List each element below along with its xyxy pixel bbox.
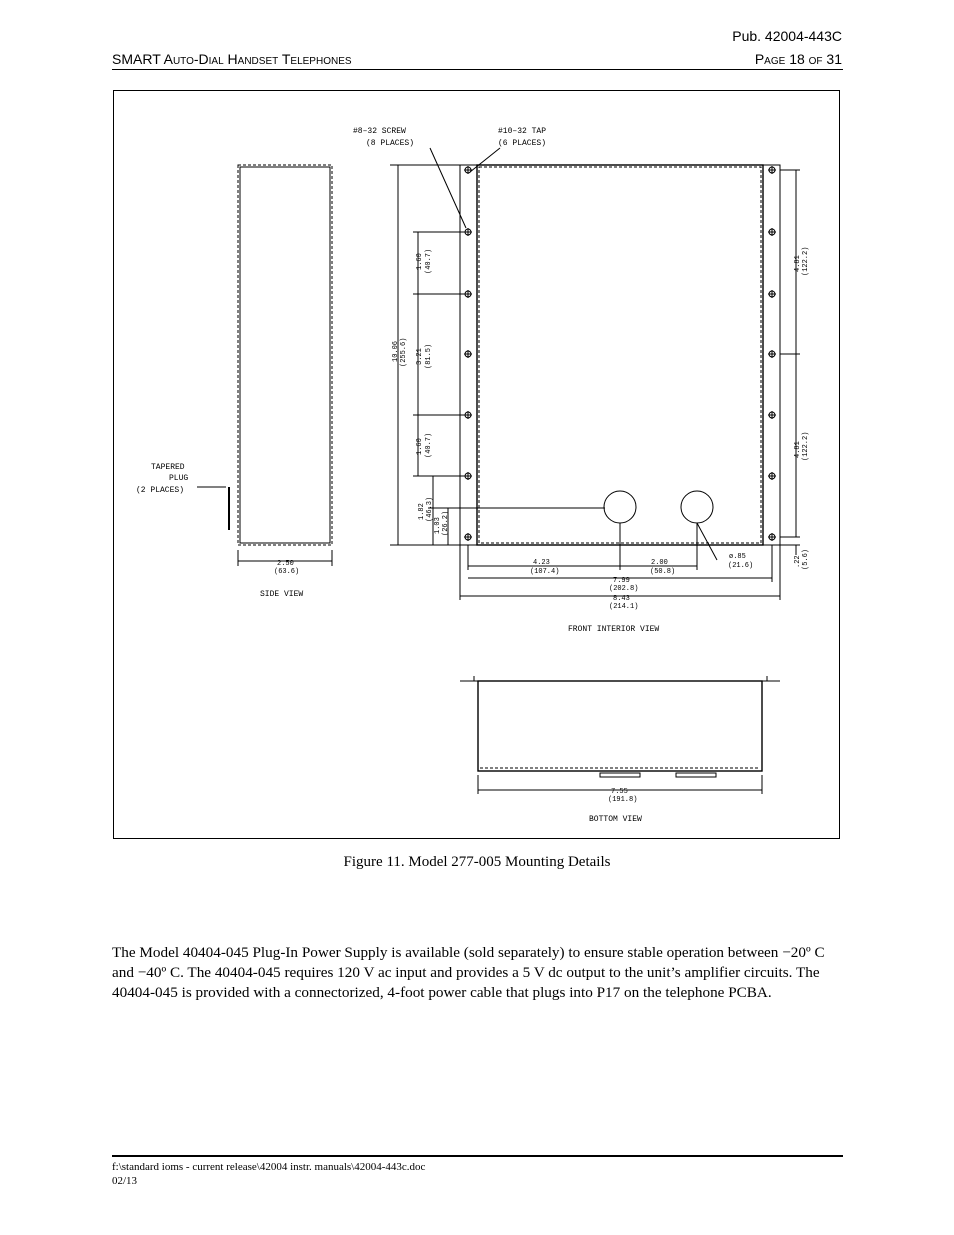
dim-799: 7.99 (613, 577, 630, 585)
bottom-view-label: BOTTOM VIEW (589, 815, 642, 824)
dim-755: 7.55 (611, 788, 628, 796)
dim-423-mm: (107.4) (530, 568, 560, 576)
document-title: SMART Auto-Dial Handset Telephones (112, 51, 352, 67)
dim-103: 1.03 (434, 517, 442, 534)
power-supply-paragraph: The Model 40404-045 Plug-In Power Supply is available (sold separately) to ensure stable operation between −20º C and −40º C. The 40404-045 requires 120 V ac input and provides a 5 V dc output to the unit’s amplifier circuits. The 40404-045 is provided with a connectorized, 4-foot power cable that plugs into P17 on the telephone PCBA. (112, 944, 825, 1001)
screw-crosshair (768, 411, 776, 419)
dim-total-height: 10.06 (392, 340, 400, 362)
screw-crosshair (768, 472, 776, 480)
dim-481a-mm: (122.2) (802, 246, 810, 276)
screw-crosshair (464, 228, 472, 236)
dim-423: 4.23 (533, 559, 550, 567)
screw-crosshair (768, 350, 776, 358)
screw-crosshair (464, 350, 472, 358)
dim-side-width: 2.50 (277, 560, 294, 568)
dim-182: 1.82 (418, 503, 426, 520)
dim-160b-mm: (40.7) (425, 432, 433, 458)
dim-150a-mm: (40.7) (425, 248, 433, 274)
screw-places-label: (8 PLACES) (366, 139, 415, 148)
footer-date: 02/13 (112, 1175, 138, 1187)
screw-crosshair (464, 290, 472, 298)
tapered-label: TAPERED (151, 463, 185, 472)
dim-321-mm: (81.5) (425, 343, 433, 369)
page-number: Page 18 of 31 (754, 51, 842, 67)
tap-places-label: (6 PLACES) (498, 139, 547, 148)
screw-crosshair (768, 228, 776, 236)
plug-label: PLUG (169, 474, 189, 483)
dim-321: 3.21 (416, 348, 424, 365)
dim-hole: ø.85 (729, 553, 746, 561)
dim-22-mm: (5.6) (802, 548, 810, 570)
dim-481a: 4.81 (794, 255, 802, 272)
footer-rule (112, 1155, 843, 1157)
publication-number: Pub. 42004-443C (732, 28, 842, 44)
screw-crosshair (768, 166, 776, 174)
plug-places-label: (2 PLACES) (136, 486, 185, 495)
dim-total-height-mm: (255.6) (400, 337, 408, 367)
screw-crosshair (768, 290, 776, 298)
screw-crosshair (464, 411, 472, 419)
screw-crosshair (768, 533, 776, 541)
dim-200: 2.00 (651, 559, 668, 567)
side-view-label: SIDE VIEW (260, 590, 304, 599)
dim-843: 8.43 (613, 595, 630, 603)
dim-182-mm: (46.3) (426, 496, 434, 522)
dim-481b: 4.81 (794, 441, 802, 458)
dim-160b: 1.60 (416, 438, 424, 455)
tap-label: #10–32 TAP (498, 127, 547, 136)
dim-755-mm: (191.8) (608, 796, 638, 804)
dim-481b-mm: (122.2) (802, 431, 810, 461)
figure-caption: Figure 11. Model 277-005 Mounting Details (343, 854, 611, 870)
dim-22: .22 (794, 555, 802, 568)
screw-crosshair (464, 472, 472, 480)
dim-150a: 1.60 (416, 253, 424, 270)
screw-crosshair (464, 166, 472, 174)
dim-side-width-mm: (63.6) (274, 568, 300, 576)
dim-hole-mm: (21.6) (728, 562, 754, 570)
dim-103-mm: (26.2) (442, 510, 450, 536)
dim-843-mm: (214.1) (609, 603, 639, 611)
footer-file-path: f:\standard ioms - current release\42004 instr. manuals\42004-443c.doc (112, 1161, 426, 1173)
screw-label: #8–32 SCREW (353, 127, 406, 136)
screw-crosshair (464, 533, 472, 541)
front-view-label: FRONT INTERIOR VIEW (568, 625, 660, 634)
dim-799-mm: (202.8) (609, 585, 639, 593)
dim-200-mm: (50.8) (650, 568, 676, 576)
